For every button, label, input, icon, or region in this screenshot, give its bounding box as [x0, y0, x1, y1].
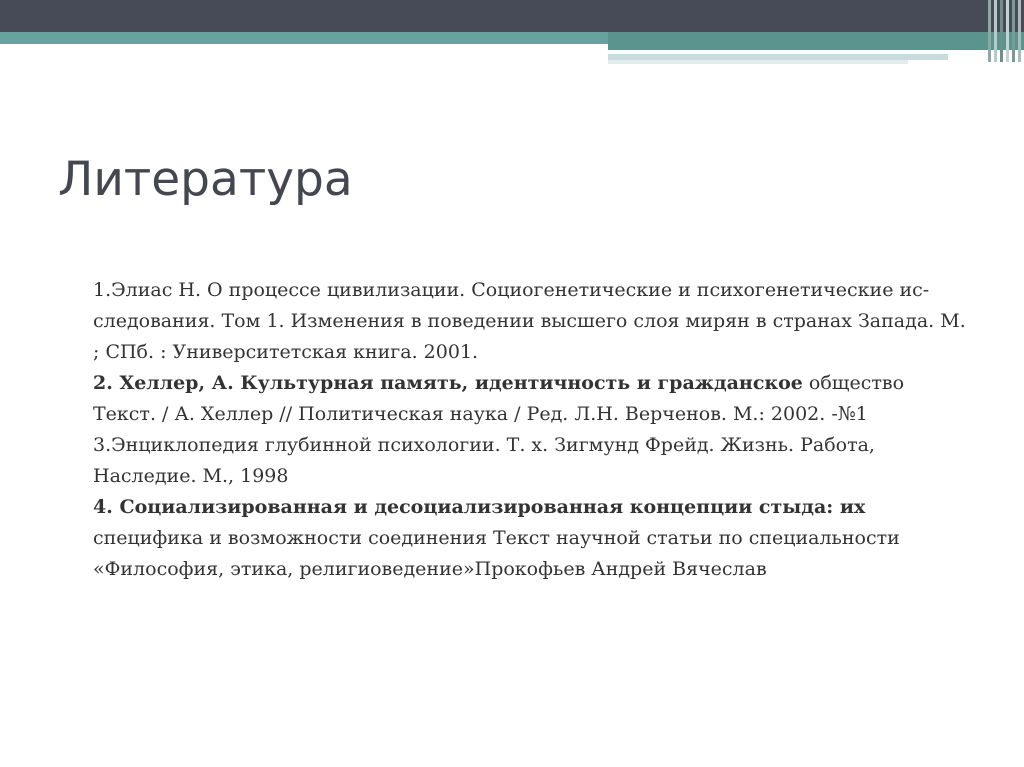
vertical-bar — [1018, 0, 1021, 62]
reference-text: общество Текст. / А. Хеллер // Политическая наука / Ред. Л.Н. Верченов. М.: 2002. -№1 — [93, 372, 905, 425]
reference-bold-text: 2. Хеллер, А. Культурная память, идентичность и гражданское — [93, 372, 803, 394]
reference-list — [93, 275, 973, 585]
vertical-bar — [1006, 0, 1009, 62]
header-band-dark — [0, 0, 1024, 32]
vertical-bar — [1012, 0, 1015, 62]
header-stripe-pale — [608, 60, 908, 64]
reference-bold-text: 4. Социализированная и десоциализированная концепции стыда: их — [93, 496, 866, 518]
reference-item-1 — [93, 275, 973, 368]
reference-text: специфика и возможности соединения Текст научной статьи по специальности «Философия, этика, религиоведение»Прокофьев Андрей Вячеслав — [93, 527, 900, 580]
header-vertical-bars — [984, 0, 1024, 62]
reference-item-3 — [93, 430, 973, 492]
header-band-teal-right — [608, 32, 1024, 50]
reference-item-4 — [93, 492, 973, 585]
reference-text: 1.Элиас Н. О процессе цивилизации. Социогенетические и психогенетические ис-следования. Том 1. Изменения в поведении высшего слоя мирян в странах Запада. М. ; СПб. : Университетская книга. 2001. — [93, 279, 966, 363]
vertical-bar — [994, 0, 997, 62]
vertical-bar — [988, 0, 991, 62]
reference-item-2 — [93, 368, 973, 430]
slide-title: Литература — [58, 152, 353, 207]
reference-text: 3.Энциклопедия глубинной психологии. Т. x. Зигмунд Фрейд. Жизнь. Работа, Наследие. М., 1998 — [93, 434, 875, 487]
vertical-bar — [1000, 0, 1003, 62]
